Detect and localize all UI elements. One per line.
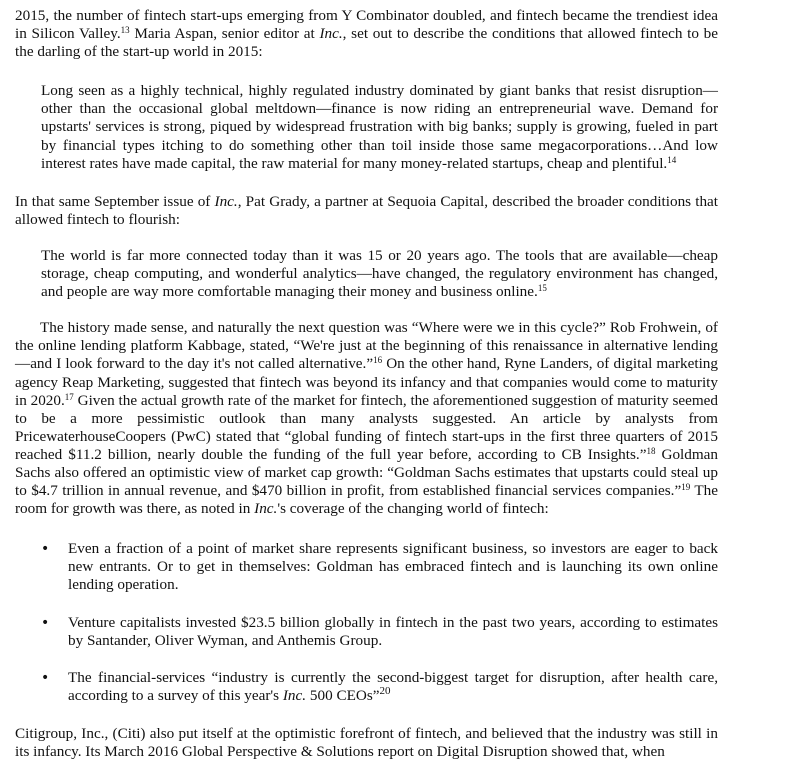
document-page — [15, 7, 718, 761]
paragraph-history — [15, 319, 718, 518]
bullet-icon: • — [41, 614, 50, 631]
text-run: The financial-services “industry is currently the second-biggest target for disruption, after health care, according to a survey of this year's — [68, 668, 718, 704]
paragraph-grady-intro — [15, 193, 718, 229]
footnote-marker: 20 — [379, 684, 391, 697]
paragraph-citigroup — [15, 725, 718, 761]
text-run: Maria Aspan, senior editor at — [129, 25, 320, 43]
text-run: 's coverage of the changing world of fintech: — [277, 500, 549, 518]
footnote-marker: 17 — [64, 391, 74, 402]
text-run: Citigroup, Inc., (Citi) also put itself at the optimistic forefront of fintech, and believed that the industry was still in its infancy. Its March 2016 Global Perspective & Solutions report on Digital Disruption showed that, when — [15, 724, 718, 760]
block-quote-grady — [41, 247, 718, 301]
footnote-marker: 19 — [681, 482, 691, 493]
text-run: On the other hand, Ryne Landers, of digital marketing agency Reap Marketing, suggested that fintech was beyond its infancy and that companies would come to maturity in 2020. — [15, 355, 718, 409]
italic-publication: Inc. — [282, 686, 307, 704]
text-run: 500 CEOs” — [306, 686, 380, 704]
list-item — [15, 614, 718, 650]
block-quote-aspan — [41, 82, 718, 172]
text-run: , set out to describe the conditions that allowed fintech to be the darling of the start-up world in 2015: — [15, 25, 719, 61]
text-run: Goldman Sachs also offered an optimistic view of market cap growth: “Goldman Sachs estimates that upstarts could steal up to $4.7 trillion in annual revenue, and $470 billion in profit, from established financial services companies.” — [15, 445, 718, 500]
text-run: , Pat Grady, a partner at Sequoia Capital, described the broader conditions that allowed fintech to flourish: — [15, 192, 718, 228]
italic-publication: Inc. — [254, 500, 278, 518]
footnote-marker: 15 — [537, 283, 547, 294]
list-item — [15, 540, 718, 594]
paragraph-intro — [15, 7, 718, 61]
bullet-icon: • — [41, 669, 50, 686]
text-run: Even a fraction of a point of market share represents significant business, so investors are eager to back new entrants. Or to get in themselves: Goldman has embraced fintech and is launching its own online lending operation. — [68, 540, 718, 594]
text-run: Given the actual growth rate of the market for fintech, the aforementioned suggestion of maturity seemed to be a more pessimistic outlook than many analysts suggested. An article by analysts from PricewaterhouseCoopers (PwC) stated that “global funding of fintech start-ups in the first three quarters of 2015 reached $11.2 billion, nearly double the funding of the full year before, according to CB Insights.” — [15, 391, 718, 463]
text-run: 2015, the number of fintech start-ups emerging from Y Combinator doubled, and fintech became the trendiest idea in Silicon Valley. — [15, 7, 718, 43]
text-run: Long seen as a highly technical, highly regulated industry dominated by giant banks that resist disruption—other than the occasional global meltdown—finance is now riding an entrepreneurial wave. Demand for upstarts' services is strong, piqued by widespread frustration with big banks; supply is growing, fueled in part by financial types itching to do something other than toil inside those same megacorporations…And low interest rates have made capital, the raw material for many money-related startups, cheap and plentiful. — [41, 82, 718, 172]
bullet-icon: • — [41, 541, 50, 558]
footnote-marker: 13 — [120, 25, 130, 36]
italic-publication: Inc. — [214, 192, 238, 210]
list-item — [15, 669, 718, 705]
text-run: Venture capitalists invested $23.5 billion globally in fintech in the past two years, according to estimates by Santander, Oliver Wyman, and Anthemis Group. — [68, 613, 718, 649]
text-run: The world is far more connected today than it was 15 or 20 years ago. The tools that are available—cheap storage, cheap computing, and wonderful analytics—have changed, the regulatory environment has changed, and people are way more comfortable managing their money and business online. — [41, 246, 718, 301]
footnote-marker: 16 — [373, 355, 383, 366]
text-run: The room for growth was there, as noted in — [15, 482, 718, 518]
footnote-marker: 18 — [646, 445, 656, 456]
text-run: The history made sense, and naturally the next question was “Where were we in this cycle?” Rob Frohwein, of the online lending platform Kabbage, stated, “We're just at the beginning of this renaissance in alternative lending—and I look forward to the day it's not called alternative.” — [15, 319, 718, 373]
bullet-list — [15, 540, 718, 705]
italic-publication: Inc. — [319, 25, 343, 43]
text-run: In that same September issue of — [15, 192, 215, 210]
footnote-marker: 14 — [667, 154, 677, 165]
